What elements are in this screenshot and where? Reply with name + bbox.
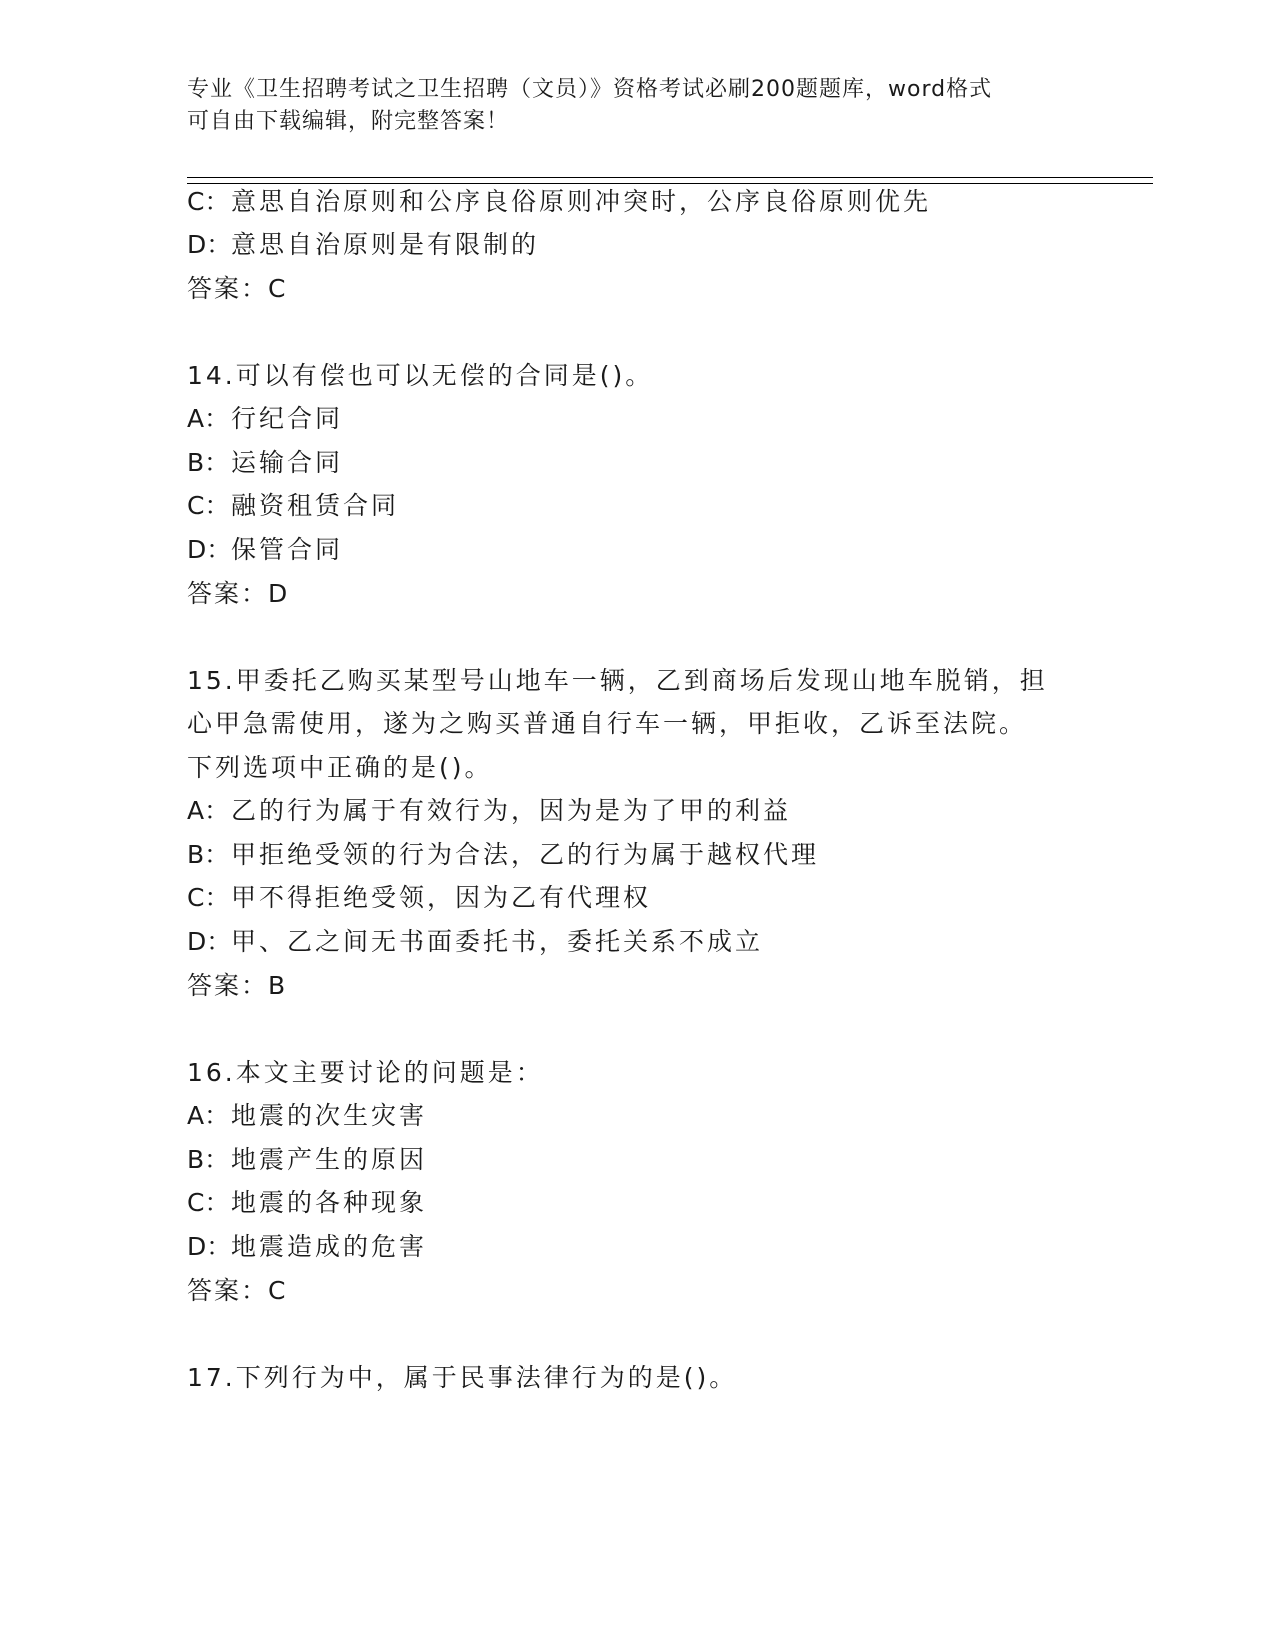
question-14-answer: 答案：D (187, 579, 290, 608)
option-c: C：意思自治原则和公序良俗原则冲突时，公序良俗原则优先 (187, 187, 932, 216)
question-15-stem-line-1: 15.甲委托乙购买某型号山地车一辆，乙到商场后发现山地车脱销，担 (187, 666, 1048, 695)
question-14-option-d: D：保管合同 (187, 535, 344, 564)
question-15-option-d: D：甲、乙之间无书面委托书，委托关系不成立 (187, 927, 764, 956)
question-16-stem: 16.本文主要讨论的问题是： (187, 1058, 544, 1087)
header-rule-top (187, 177, 1153, 178)
question-15-stem-line-3: 下列选项中正确的是()。 (187, 753, 493, 782)
question-14-stem: 14.可以有偿也可以无偿的合同是()。 (187, 361, 654, 390)
question-15-option-a: A：乙的行为属于有效行为，因为是为了甲的利益 (187, 796, 792, 825)
header-line-1: 专业《卫生招聘考试之卫生招聘（文员）》资格考试必刷200题题库，word格式 (187, 77, 993, 102)
question-16-option-b: B：地震产生的原因 (187, 1145, 428, 1174)
question-14-option-b: B：运输合同 (187, 448, 344, 477)
question-17-stem: 17.下列行为中，属于民事法律行为的是()。 (187, 1363, 738, 1392)
question-16-option-d: D：地震造成的危害 (187, 1232, 428, 1261)
question-15-stem-line-2: 心甲急需使用，遂为之购买普通自行车一辆，甲拒收，乙诉至法院。 (187, 709, 1028, 738)
answer: 答案：C (187, 274, 288, 303)
header-rule-bottom (187, 183, 1153, 184)
header-line-2: 可自由下载编辑，附完整答案！ (187, 109, 510, 134)
option-d: D：意思自治原则是有限制的 (187, 230, 540, 259)
question-15-option-c: C：甲不得拒绝受领，因为乙有代理权 (187, 883, 652, 912)
question-16-answer: 答案：C (187, 1276, 288, 1305)
question-15-answer: 答案：B (187, 971, 288, 1000)
question-16-option-a: A：地震的次生灾害 (187, 1101, 428, 1130)
document-header (187, 74, 1087, 138)
question-16-option-c: C：地震的各种现象 (187, 1188, 428, 1217)
question-14-option-c: C：融资租赁合同 (187, 491, 400, 520)
question-14-option-a: A：行纪合同 (187, 404, 344, 433)
question-15-option-b: B：甲拒绝受领的行为合法，乙的行为属于越权代理 (187, 840, 820, 869)
